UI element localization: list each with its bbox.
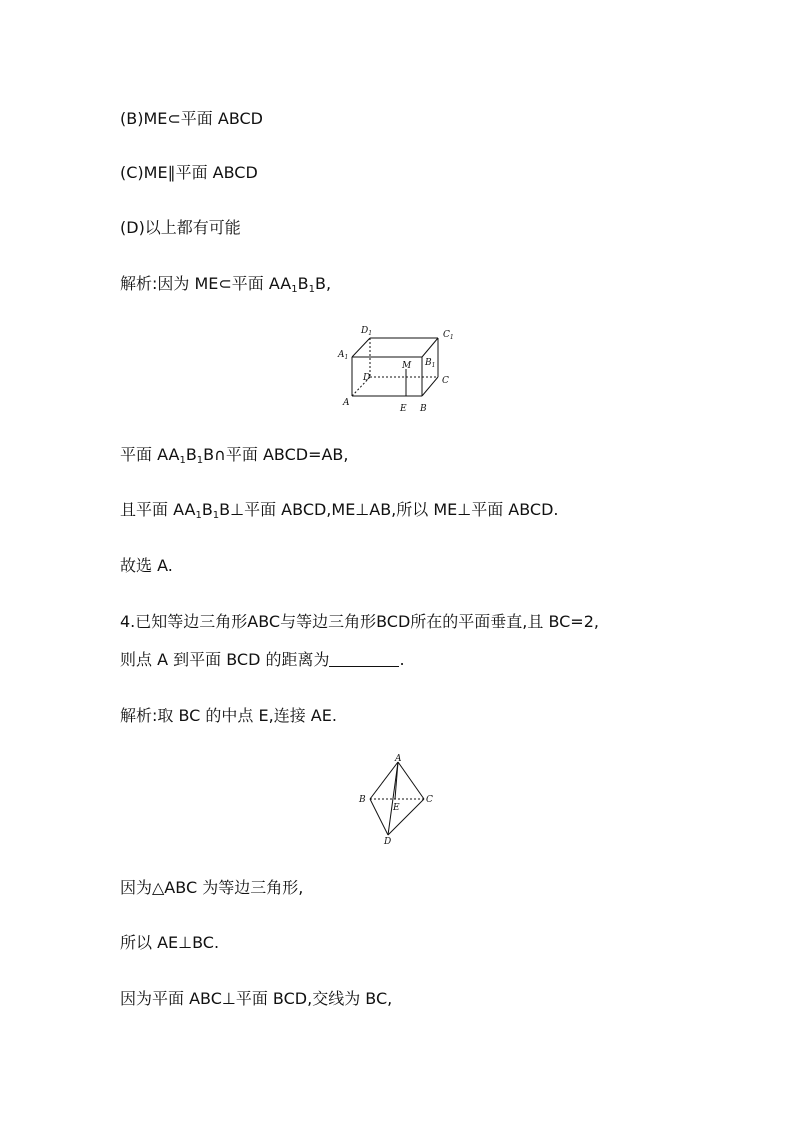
solution-line-3: 且平面 $AA_1B_1B\perp$平面 ABCD,ME⊥AB,所以 ME⊥平面 ABCD. [120, 500, 559, 521]
label-d1: $D_1$ [361, 326, 373, 337]
label-e: E [400, 404, 407, 414]
label-a: A [343, 398, 350, 408]
label-m: M [402, 361, 412, 371]
label-b: B [359, 795, 366, 805]
solution-line-1: 解析:因为 ME⊂平面 $AA_1B_1B$, [120, 274, 332, 295]
label-b: B [420, 404, 427, 414]
solution-line-2: 平面 $AA_1B_1B\cap$平面 ABCD=AB, [120, 445, 349, 466]
solution-4-line-2: 因为△ABC 为等边三角形, [120, 878, 304, 897]
label-d: D [384, 837, 392, 847]
prism-figure [330, 320, 470, 420]
option-b: (B)ME⊂平面 ABCD [120, 109, 264, 128]
label-c: C [426, 795, 433, 805]
tetrahedron-figure [355, 752, 440, 847]
label-b1: $B_1$ [425, 358, 436, 369]
label-e: E [393, 803, 400, 813]
option-d: (D)以上都有可能 [120, 218, 241, 237]
answer-blank[interactable] [329, 651, 399, 667]
question-4-line-1: 4.已知等边三角形ABC与等边三角形BCD所在的平面垂直,且 BC=2, [120, 612, 599, 631]
solution-4-line-1: 解析:取 BC 的中点 E,连接 AE. [120, 706, 337, 725]
label-c1: $C_1$ [443, 330, 454, 341]
label-a1: $A_1$ [338, 350, 349, 361]
question-4-line-2: 则点 A 到平面 BCD 的距离为 . [120, 650, 405, 669]
label-c: C [442, 376, 449, 386]
option-c: (C)ME∥平面 ABCD [120, 163, 258, 182]
label-d: D [363, 373, 371, 383]
solution-4-line-4: 因为平面 ABC⊥平面 BCD,交线为 BC, [120, 989, 393, 1008]
solution-conclusion: 故选 A. [120, 556, 173, 575]
solution-4-line-3: 所以 AE⊥BC. [120, 933, 220, 952]
label-a: A [395, 754, 402, 764]
